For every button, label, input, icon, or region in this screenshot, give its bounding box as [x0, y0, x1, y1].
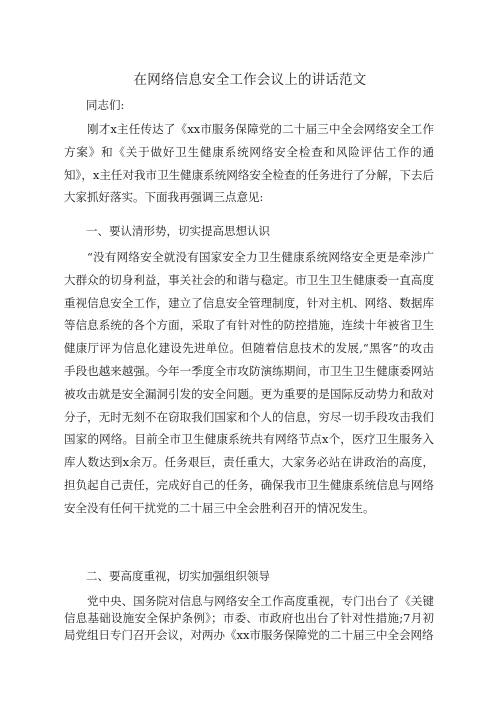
paragraph-section-1: “没有网络安全就没有国家安全力卫生健康系统网络安全更是牵涉广大群众的切身利益，事关社会的和谐与稳定。市卫生卫生健康委一直高度重视信息安全工作，建立了信息安全管理制度，针对主机、网络、数据库等信息系统的各个方面，采取了有针对性的防控措施，连续十年被省卫生健康厅评为信息化建设先进单位。但随着信息技术的发展,“黑客”的攻击手段也越来越强。今年一季度全市攻防演练期间，市卫生卫生健康委网站被攻击就是安全漏洞引发的安全问题。更为重要的是国际反动势力和敌对分子，无时无刻不在窃取我们国家和个人的信息，穷尽一切手段攻击我们国家的网络。目前全市卫生健康系统共有网络节点x个，医疗卫生服务入库人数达到x余万。任务艰巨，责任重大，大家务必站在讲政治的高度，担负起自己责任，完成好自己的任务，确保我市卫生健康系统信息与网络安全没有任何干扰党的二十届三中全会胜利召开的情况发生。 [64, 250, 434, 515]
section-heading-2: 二、要高度重视，切实加强组织领导 [86, 569, 270, 583]
section-heading-1: 一、要认清形势，切实提高思想认识 [86, 224, 270, 238]
document-title: 在网络信息安全工作会议上的讲话范文 [133, 72, 367, 88]
paragraph-section-2: 党中央、国务院对信息与网络安全工作高度重视，专门出台了《关键信息基础设施安全保护条例》；市委、市政府也出台了针对性措施;7月初局党组日专门召开会议，对两办《xx市服务保障党的二十届三中全会网络 [64, 594, 434, 642]
salutation: 同志们: [86, 98, 125, 112]
paragraph-intro: 刚才x主任传达了《xx市服务保障党的二十届三中全会网络安全工作方案》和《关于做好卫生健康系统网络安全检查和风险评估工作的通知》，x主任对我市卫生健康系统网络安全检查的任务进行了分解，下去后大家抓好落实。下面我再强调三点意见: [64, 122, 434, 205]
